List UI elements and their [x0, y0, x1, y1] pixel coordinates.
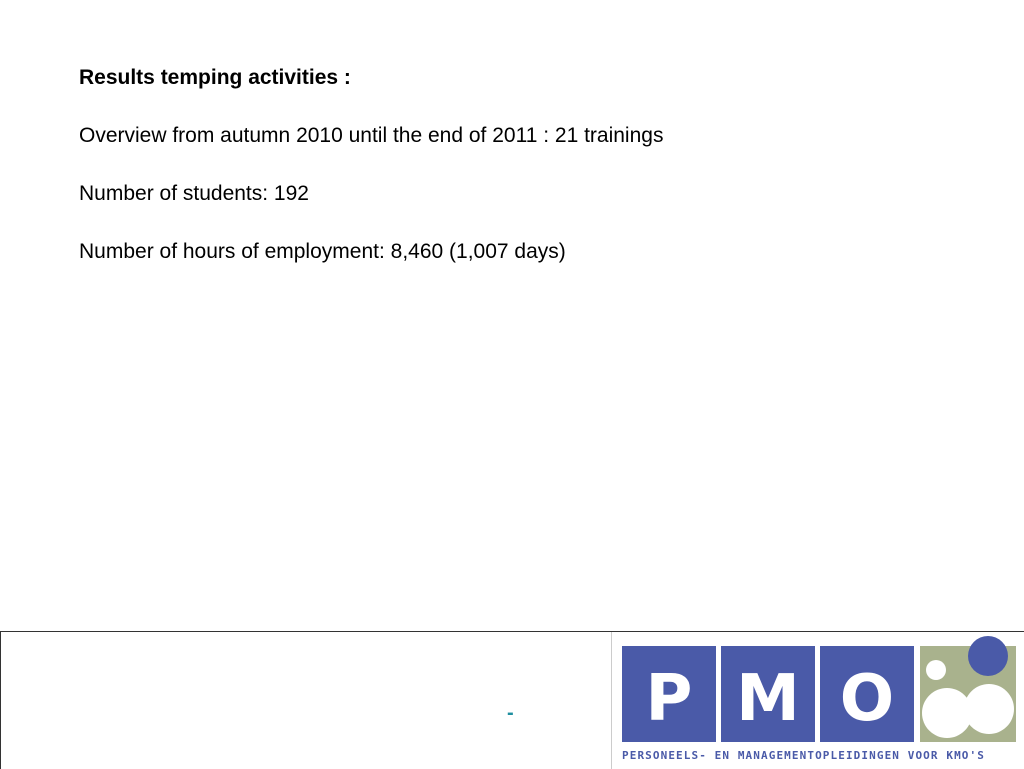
logo-circle-small: [926, 660, 946, 680]
footer-dash: -: [507, 702, 514, 724]
logo-circle-large-right: [964, 684, 1014, 734]
slide-heading: Results temping activities :: [79, 66, 351, 89]
logo-tagline: PERSONEELS- EN MANAGEMENTOPLEIDINGEN VOOR KMO'S: [622, 749, 985, 762]
logo-letter-m: M: [736, 662, 800, 736]
logo-letter-o: O: [839, 662, 895, 736]
logo-box-m: [721, 646, 815, 742]
pmo-logo: [622, 638, 1018, 769]
overview-line: Overview from autumn 2010 until the end of 2011 : 21 trainings: [79, 124, 664, 147]
students-line: Number of students: 192: [79, 182, 309, 205]
slide-content: [79, 64, 979, 296]
logo-circle-blue: [968, 636, 1008, 676]
logo-box-p: [622, 646, 716, 742]
logo-letter-p: P: [645, 662, 693, 736]
slide-footer: [0, 631, 1024, 768]
logo-box-o: [820, 646, 914, 742]
hours-line: Number of hours of employment: 8,460 (1,007 days): [79, 240, 566, 263]
footer-panel: [0, 632, 612, 769]
